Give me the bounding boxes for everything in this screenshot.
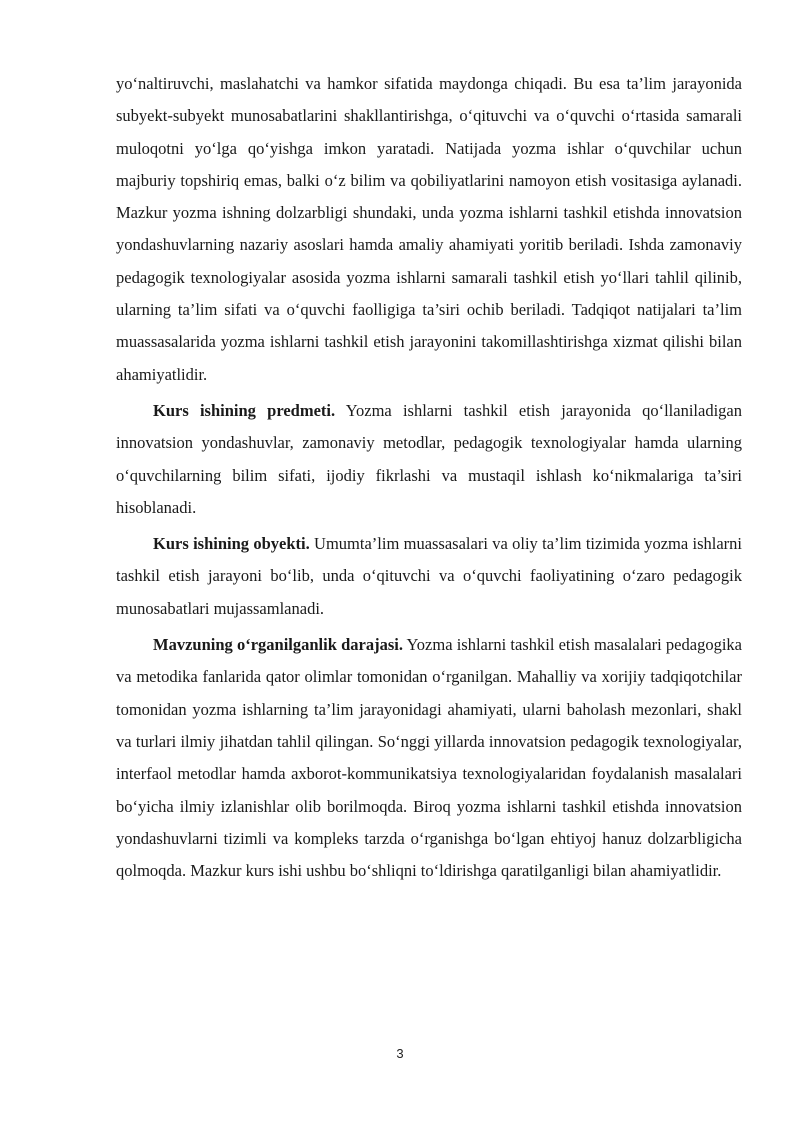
document-page <box>116 68 742 887</box>
paragraph-study-level <box>116 629 742 887</box>
paragraph-intro <box>116 68 742 391</box>
paragraph-object-text: Umumta’lim muassasalari va oliy ta’lim tizimida yozma ishlarni tashkil etish jarayoni bo‘lib, unda o‘qituvchi va o‘quvchi faoliyatining o‘zaro pedagogik munosabatlari mujassamlanadi. <box>116 534 743 618</box>
paragraph-object-heading: Kurs ishining obyekti. <box>153 534 310 554</box>
paragraph-subject-text: Yozma ishlarni tashkil etish jarayonida qo‘llaniladigan innovatsion yondashuvlar, zamonaviy metodlar, pedagogik texnologiyalar hamda ularning o‘quvchilarning bilim sifati, ijodiy fikrlashi va mustaqil ishlash ko‘nikmalariga ta’siri hisoblanadi. <box>116 400 742 517</box>
paragraph-intro-text: yo‘naltiruvchi, maslahatchi va hamkor sifatida maydonga chiqadi. Bu esa ta’lim jarayonida subyekt-subyekt munosabatlarini shakllantirishga, o‘qituvchi va o‘quvchi o‘rtasida samarali muloqotni yo‘lga qo‘yishga imkon yaratadi. Natijada yozma ishlar o‘quvchilar uchun majburiy topshiriq emas, balki o‘z bilim va qobiliyatlarini namoyon etish vositasiga aylanadi. Mazkur yozma ishning dolzarbligi shundaki, unda yozma ishlarni tashkil etishda innovatsion yondashuvlarning nazariy asoslari hamda amaliy ahamiyati yoritib beriladi. Ishda zamonaviy pedagogik texnologiyalar asosida yozma ishlarni samarali tashkil etish yo‘llari tahlil qilinib, ularning ta’lim sifati va o‘quvchi faolligiga ta’siri ochib beriladi. Tadqiqot natijalari ta’lim muassasalarida yozma ishlarni tashkil etish jarayonini takomillashtirishga xizmat qilishi bilan ahamiyatlidir. <box>116 74 742 384</box>
paragraph-object <box>116 528 742 625</box>
page-number: 3 <box>396 1046 404 1061</box>
paragraph-study-level-text: Yozma ishlarni tashkil etish masalalari pedagogika va metodika fanlarida qator olimlar tomonidan o‘rganilgan. Mahalliy va xorijiy tadqiqotchilar tomonidan yozma ishlarning ta’lim jarayonidagi ahamiyati, ularni baholash mezonlari, shakl va turlari ilmiy jihatdan tahlil qilingan. So‘nggi yillarda innovatsion pedagogik texnologiyalar, interfaol metodlar hamda axborot-kommunikatsiya texnologiyalaridan foydalanish masalalari bo‘yicha ilmiy izlanishlar olib borilmoqda. Biroq yozma ishlarni tashkil etishda innovatsion yondashuvlarni tizimli va kompleks tarzda o‘rganishga bo‘lgan ehtiyoj hanuz dolzarbligicha qolmoqda. Mazkur kurs ishi ushbu bo‘shliqni to‘ldirishga qaratilganligi bilan ahamiyatlidir. <box>116 635 742 881</box>
paragraph-subject-heading: Kurs ishining predmeti. <box>153 400 336 420</box>
paragraph-study-level-heading: Mavzuning o‘rganilganlik darajasi. <box>153 635 403 655</box>
paragraph-subject <box>116 395 742 524</box>
